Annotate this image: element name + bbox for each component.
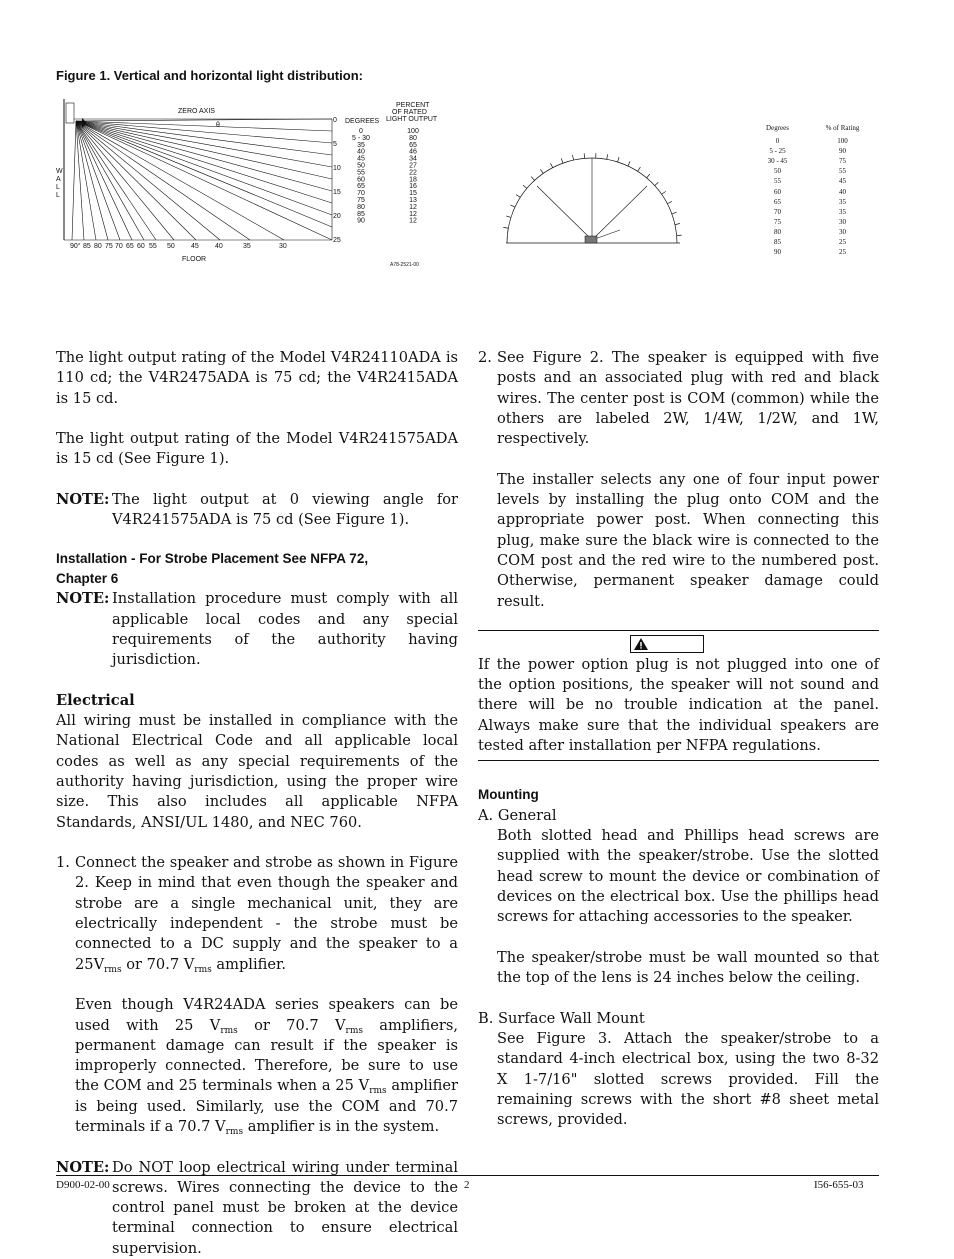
table-degrees: 85: [357, 211, 365, 218]
scale-label: 10: [333, 165, 341, 172]
rating-degrees: 5 - 25: [755, 146, 800, 156]
device-marker: [585, 236, 597, 243]
general-paragraph-2: The speaker/strobe must be wall mounted so that the top of the lens is 24 inches below the ceiling.: [478, 948, 879, 989]
item1-text-b: or 70.7 V: [122, 956, 195, 973]
rms-sub: rms: [220, 1026, 237, 1036]
wall-hatch: [66, 103, 74, 123]
percent-header: [386, 102, 438, 123]
floor-tick-label: 45: [191, 243, 199, 250]
rating-row: [755, 136, 885, 146]
table-percent: 34: [409, 156, 417, 163]
rating-table: [755, 123, 885, 257]
table-degrees: 55: [357, 169, 365, 176]
zero-axis-label: ZERO AXIS: [178, 108, 215, 115]
table-percent: 27: [409, 163, 417, 170]
rating-percent: 35: [800, 207, 885, 217]
note-label: NOTE:: [56, 589, 112, 670]
item2-paragraph-2: The installer selects any one of four input power levels by installing the plug onto COM and the appropriate power post. When connecting this plug, make sure the black wire is connected to the COM post and the red wire to the numbered post. Otherwise, permanent speaker damage could result.: [478, 470, 879, 612]
rating-degrees: 90: [755, 247, 800, 257]
electrical-heading: Electrical: [56, 691, 458, 711]
note-installation: [56, 589, 458, 670]
note-label: NOTE:: [56, 1158, 112, 1259]
floor-tick-label: 65: [126, 243, 134, 250]
light-rays: [72, 119, 332, 240]
floor-label: FLOOR: [182, 256, 206, 263]
list-number: 2.: [478, 348, 497, 449]
note-text: Installation procedure must comply with all applicable local codes and any special requirements of the authority having jurisdiction.: [112, 589, 458, 670]
percent-header-line: OF RATED: [392, 109, 427, 116]
table-percent: 16: [409, 183, 417, 190]
light-output-paragraph-1: The light output rating of the Model V4R24110ADA is 110 cd; the V4R2475ADA is 75 cd; the V4R2415ADA is 15 cd.: [56, 348, 458, 409]
theta-label: θ: [216, 122, 220, 129]
distribution-table: [352, 128, 419, 225]
table-degrees: 70: [357, 190, 365, 197]
list-item-1: [56, 853, 458, 975]
table-degrees: 80: [357, 204, 365, 211]
rating-degrees: 75: [755, 217, 800, 227]
rating-row: [755, 187, 885, 197]
left-column: [56, 348, 458, 1259]
floor-tick-label: 60: [137, 243, 145, 250]
table-percent: 80: [409, 135, 417, 142]
surface-mount-paragraph: See Figure 3. Attach the speaker/strobe to a standard 4-inch electrical box, using the two 8-32 X 1-7/16" slotted screws provided. Fill the remaining screws with the short #8 sheet metal screws, provided.: [478, 1029, 879, 1130]
right-column: [478, 348, 879, 1130]
installation-heading-line1: Installation - For Strobe Placement See NFPA 72,: [56, 549, 458, 569]
general-paragraph-1: Both slotted head and Phillips head screws are supplied with the speaker/strobe. Use the slotted head screw to mount the device or combination of devices on the electrical box. Use the phillips head screws for attaching accessories to the speaker.: [478, 826, 879, 927]
note-text: Do NOT loop electrical wiring under terminal screws. Wires connecting the device to the control panel must be broken at the device terminal connection to ensure electrical supervision.: [112, 1158, 458, 1259]
light-distribution-diagram: [54, 95, 444, 270]
rms-sub: rms: [346, 1026, 363, 1036]
table-percent: 12: [409, 204, 417, 211]
degrees-header: DEGREES: [345, 118, 380, 125]
table-percent: 13: [409, 197, 417, 204]
item1-text-a: Connect the speaker and strobe as shown in Figure 2. Keep in mind that even though the speaker and strobe are a single mechanical unit, they are electrically independent - the strobe must be connected to a DC supply and the speaker to a 25V: [75, 854, 458, 972]
rating-percent: 100: [800, 136, 885, 146]
installation-heading-line2: Chapter 6: [56, 569, 458, 589]
floor-tick-label: 55: [149, 243, 157, 250]
table-degrees: 50: [357, 163, 365, 170]
rms-sub: rms: [369, 1086, 386, 1096]
rms-sub: rms: [194, 965, 211, 975]
table-percent: 12: [409, 218, 417, 225]
floor-tick-label: 35: [243, 243, 251, 250]
rms-sub: rms: [226, 1127, 243, 1137]
floor-tick-label: 50: [167, 243, 175, 250]
table-percent: 22: [409, 169, 417, 176]
rating-row: [755, 156, 885, 166]
table-degrees: 90: [357, 218, 365, 225]
table-degrees: 5 - 30: [352, 135, 370, 142]
wall-letter: L: [56, 192, 60, 199]
percent-header-line: LIGHT OUTPUT: [386, 116, 438, 123]
rating-degrees: 60: [755, 187, 800, 197]
note-text: The light output at 0 viewing angle for V4R241575ADA is 75 cd (See Figure 1).: [112, 490, 458, 531]
note-label: NOTE:: [56, 490, 112, 531]
table-percent: 12: [409, 211, 417, 218]
right-scale: [333, 117, 341, 244]
note-light-output: [56, 490, 458, 531]
rating-row: [755, 146, 885, 156]
item2-text: See Figure 2. The speaker is equipped with five posts and an associated plug with red and black wires. The center post is COM (common) while the others are labeled 2W, 1/4W, 1/2W, and 1W, respectively.: [497, 348, 879, 449]
rating-row: [755, 217, 885, 227]
rating-degrees: 55: [755, 176, 800, 186]
table-degrees: 45: [357, 156, 365, 163]
caution-label-box: [630, 635, 704, 653]
list-number: 1.: [56, 853, 75, 975]
scale-label: 0: [333, 117, 337, 124]
rating-degrees: 30 - 45: [755, 156, 800, 166]
wall-letter: L: [56, 184, 60, 191]
electrical-paragraph: All wiring must be installed in compliance with the National Electrical Code and all applicable local codes as well as any special requirements of the authority having jurisdiction, using the proper wire size. This also includes all applicable NFPA Standards, ANSI/UL 1480, and NEC 760.: [56, 711, 458, 833]
floor-tick-label: 80: [94, 243, 102, 250]
table-degrees: 75: [357, 197, 365, 204]
rating-row: [755, 207, 885, 217]
rating-header-degrees: Degrees: [755, 123, 800, 133]
table-percent: 65: [409, 142, 417, 149]
table-degrees: 0: [359, 128, 363, 135]
list-item-2: [478, 348, 879, 449]
item1-text-c: amplifier.: [212, 956, 286, 973]
rating-percent: 25: [800, 247, 885, 257]
rating-degrees: 80: [755, 227, 800, 237]
percent-header-line: PERCENT: [396, 102, 430, 109]
table-percent: 100: [407, 128, 419, 135]
rating-row: [755, 237, 885, 247]
table-percent: 18: [409, 176, 417, 183]
footer-rule: [56, 1175, 879, 1176]
rating-row: [755, 197, 885, 207]
wall-letter: W: [56, 168, 63, 175]
scale-label: 5: [333, 141, 337, 148]
note-wiring: [56, 1158, 458, 1259]
rating-percent: 75: [800, 156, 885, 166]
rating-row: [755, 227, 885, 237]
caution-text: If the power option plug is not plugged into one of the option positions, the speaker will not sound and there will be no trouble indication at the panel. Always make sure that the individual speakers are tested after installation per NFPA regulations.: [478, 655, 879, 756]
rating-percent: 45: [800, 176, 885, 186]
rating-row: [755, 247, 885, 257]
floor-tick-label: 90°: [70, 242, 81, 250]
surface-mount-heading: B. Surface Wall Mount: [478, 1009, 879, 1029]
rms-sub: rms: [104, 965, 121, 975]
rating-degrees: 50: [755, 166, 800, 176]
scale-label: 15: [333, 189, 341, 196]
rating-degrees: 85: [755, 237, 800, 247]
floor-tick-label: 30: [279, 243, 287, 250]
text-e: amplifier is in the system.: [243, 1118, 439, 1135]
rating-degrees: 70: [755, 207, 800, 217]
text-c: amplifiers, permanent damage can result if the speaker is improperly connected. Therefore, be sure to use the COM and 25 terminals when a 25 V: [75, 1017, 458, 1095]
rating-degrees: 0: [755, 136, 800, 146]
table-degrees: 65: [357, 183, 365, 190]
figure-code: A78-2521-00: [390, 262, 419, 268]
table-degrees: 60: [357, 176, 365, 183]
light-output-paragraph-2: The light output rating of the Model V4R241575ADA is 15 cd (See Figure 1).: [56, 429, 458, 470]
text-d: amplifier is being used. Similarly, use the COM and 70.7 terminals if a 70.7 V: [75, 1077, 458, 1135]
caution-box: [478, 630, 879, 761]
floor-ticks: [70, 242, 287, 250]
floor-tick-label: 75: [105, 243, 113, 250]
table-degrees: 35: [357, 142, 365, 149]
scale-label: 20: [333, 213, 341, 220]
table-percent: 15: [409, 190, 417, 197]
rating-row: [755, 166, 885, 176]
floor-tick-label: 40: [215, 243, 223, 250]
floor-tick-label: 85: [83, 243, 91, 250]
rating-percent: 35: [800, 197, 885, 207]
footer-left: D900-02-00: [56, 1179, 110, 1191]
scale-label: 25: [333, 237, 341, 244]
general-heading: A. General: [478, 806, 879, 826]
footer-right: I56-655-03: [814, 1179, 864, 1191]
semicircle-ticks: [503, 153, 681, 243]
wall-letter: A: [56, 176, 61, 183]
mounting-heading: Mounting: [478, 785, 879, 805]
text-b: or 70.7 V: [238, 1017, 346, 1034]
rating-percent: 25: [800, 237, 885, 247]
table-percent: 46: [409, 149, 417, 156]
warning-triangle-icon: [634, 638, 648, 650]
rating-percent: 30: [800, 217, 885, 227]
rating-degrees: 65: [755, 197, 800, 207]
item1-paragraph-2: [56, 995, 458, 1137]
footer-page-number: 2: [464, 1179, 470, 1191]
figure-1-title: Figure 1. Vertical and horizontal light distribution:: [56, 68, 363, 83]
rating-percent: 55: [800, 166, 885, 176]
rating-row: [755, 176, 885, 186]
rating-percent: 90: [800, 146, 885, 156]
rating-header-percent: % of Rating: [800, 123, 885, 133]
text-a: Even though V4R24ADA series speakers can be used with 25 V: [75, 996, 458, 1033]
rating-percent: 40: [800, 187, 885, 197]
rating-percent: 30: [800, 227, 885, 237]
floor-tick-label: 70: [115, 243, 123, 250]
horizontal-distribution-diagram: [500, 140, 685, 250]
table-degrees: 40: [357, 149, 365, 156]
wall-label: [56, 168, 63, 199]
